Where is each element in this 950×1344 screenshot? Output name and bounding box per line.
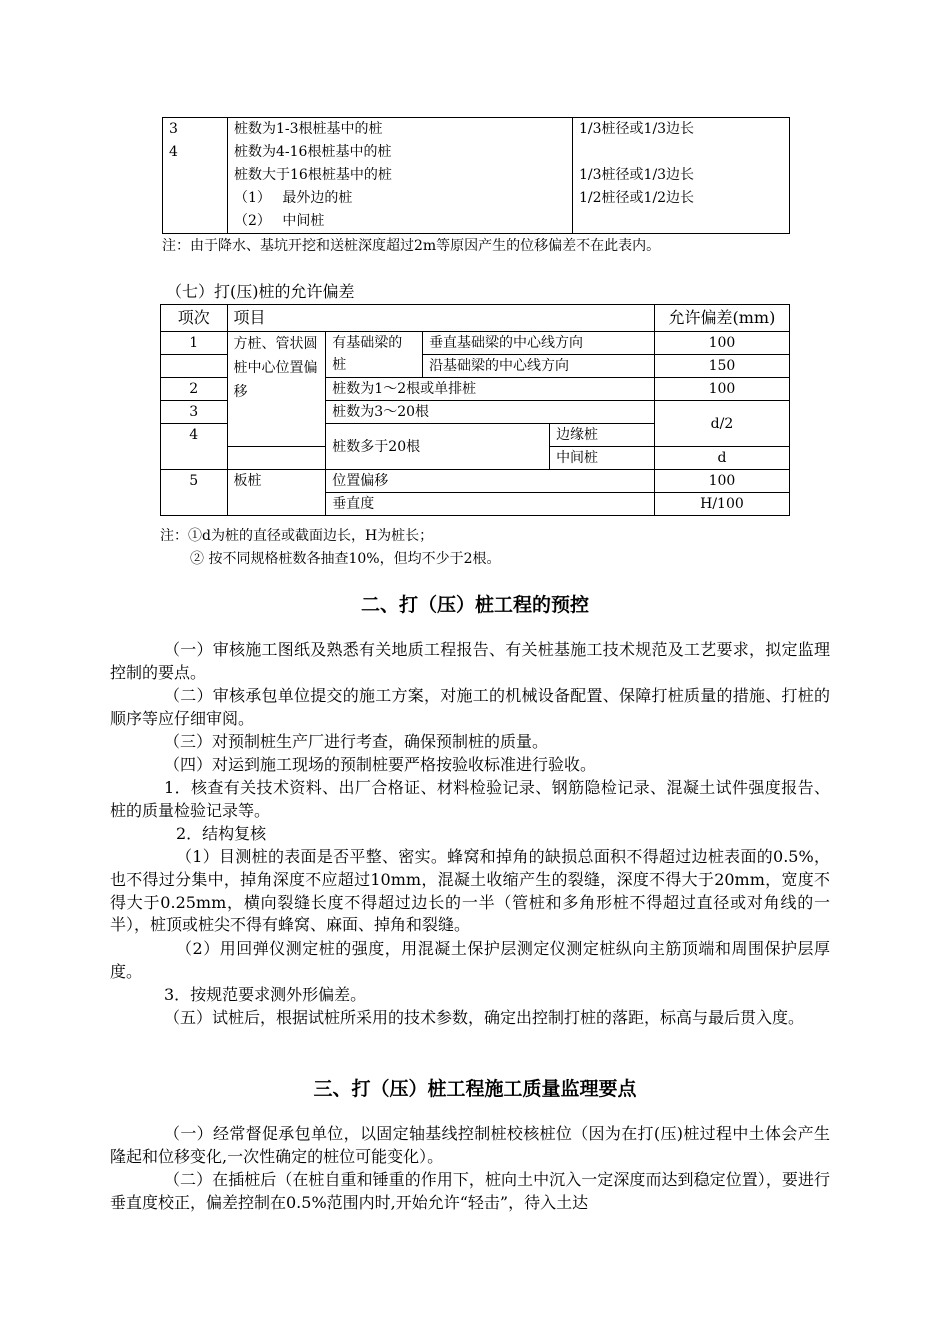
table-row: 4 桩数多于20根 边缘桩 [161, 424, 790, 447]
paragraph: （一）经常督促承包单位，以固定轴基线控制桩校核桩位（因为在打(压)桩过程中土体会产生隆起和位移变化,一次性确定的桩位可能变化）。 [110, 1124, 830, 1166]
pile-position-table-continued [162, 117, 790, 234]
table-row: 1 方桩、管状圆桩中心位置偏移 有基础梁的桩 垂直基础梁的中心线方向 100 [161, 332, 790, 355]
table-row: 垂直度 H/100 [161, 493, 790, 516]
paragraph: 2．结构复核 [176, 824, 267, 843]
paragraph: （1）目测桩的表面是否平整、密实。蜂窝和掉角的缺损总面积不得超过边桩表面的0.5%，也不得过分集中，掉角深度不应超过10mm，混凝土收缩产生的裂缝，深度不得大于20mm，宽度不得大于0.25mm，横向裂缝长度不得超过边长的一半（管桩和多角形桩不得超过直径或对角线的一半），桩顶或桩尖不得有蜂窝、麻面、掉角和裂缝。 [110, 847, 830, 935]
paragraph: 1．核查有关技术资料、出厂合格证、材料检验记录、钢筋隐检记录、混凝土试件强度报告、桩的质量检验记录等。 [110, 778, 830, 820]
header-item: 项目 [227, 305, 654, 332]
paragraph: （2）用回弹仪测定桩的强度，用混凝土保护层测定仪测定桩纵向主筋顶端和周围保护层厚度。 [110, 939, 830, 981]
paragraph: （二）在插桩后（在桩自重和锤重的作用下，桩向土中沉入一定深度而达到稳定位置），要进行垂直度校正，偏差控制在0.5%范围内时,开始允许“轻击”，待入土达 [110, 1170, 830, 1212]
paragraph: （五）试桩后，根据试桩所采用的技术参数，确定出控制打桩的落距，标高与最后贯入度。 [164, 1008, 805, 1027]
pile-tolerance-table [160, 304, 790, 516]
table-cell: 1/3桩径或1/3边长 1/3桩径或1/3边长 1/2桩径或1/2边长 [573, 118, 790, 234]
table2-caption: （七）打(压)桩的允许偏差 [166, 282, 355, 301]
paragraph: （一）审核施工图纸及熟悉有关地质工程报告、有关桩基施工技术规范及工艺要求，拟定监理控制的要点。 [110, 640, 830, 682]
paragraph: （四）对运到施工现场的预制桩要严格按验收标准进行验收。 [164, 755, 597, 774]
section3-title: 三、打（压）桩工程施工质量监理要点 [313, 1078, 637, 1100]
table-row: 3 桩数为3～20根 d/2 [161, 401, 790, 424]
table-row: 2 桩数为1～2根或单排桩 100 [161, 378, 790, 401]
table-row [163, 118, 790, 234]
paragraph: （三）对预制桩生产厂进行考查，确保预制桩的质量。 [164, 732, 549, 751]
section2-title: 二、打（压）桩工程的预控 [360, 594, 589, 616]
table-row: 沿基础梁的中心线方向 150 [161, 355, 790, 378]
paragraph: 3．按规范要求测外形偏差。 [164, 985, 367, 1004]
table2-note-1: 注：①d为桩的直径或截面边长，H为桩长； [160, 528, 434, 544]
table-row: 5 板桩 位置偏移 100 [161, 470, 790, 493]
table-cell: 桩数为1-3根桩基中的桩 桩数为4-16根桩基中的桩 桩数大于16根桩基中的桩 （1） 最外边的桩 （2） 中间桩 [228, 118, 573, 234]
beam-label: 有基础梁的桩 [326, 332, 423, 378]
table-cell: 3 4 [163, 118, 228, 234]
table2-note-2: ② 按不同规格桩数各抽查10%，但均不少于2根。 [190, 551, 501, 567]
group-label: 方桩、管状圆桩中心位置偏移 [227, 332, 326, 447]
table-row: 中间桩 d [161, 447, 790, 470]
table1-note: 注：由于降水、基坑开挖和送桩深度超过2m等原因产生的位移偏差不在此表内。 [162, 238, 661, 254]
table-header-row [161, 305, 790, 332]
header-tolerance: 允许偏差(mm) [654, 305, 789, 332]
header-seq: 项次 [161, 305, 228, 332]
paragraph: （二）审核承包单位提交的施工方案，对施工的机械设备配置、保障打桩质量的措施、打桩的顺序等应仔细审阅。 [110, 686, 830, 728]
